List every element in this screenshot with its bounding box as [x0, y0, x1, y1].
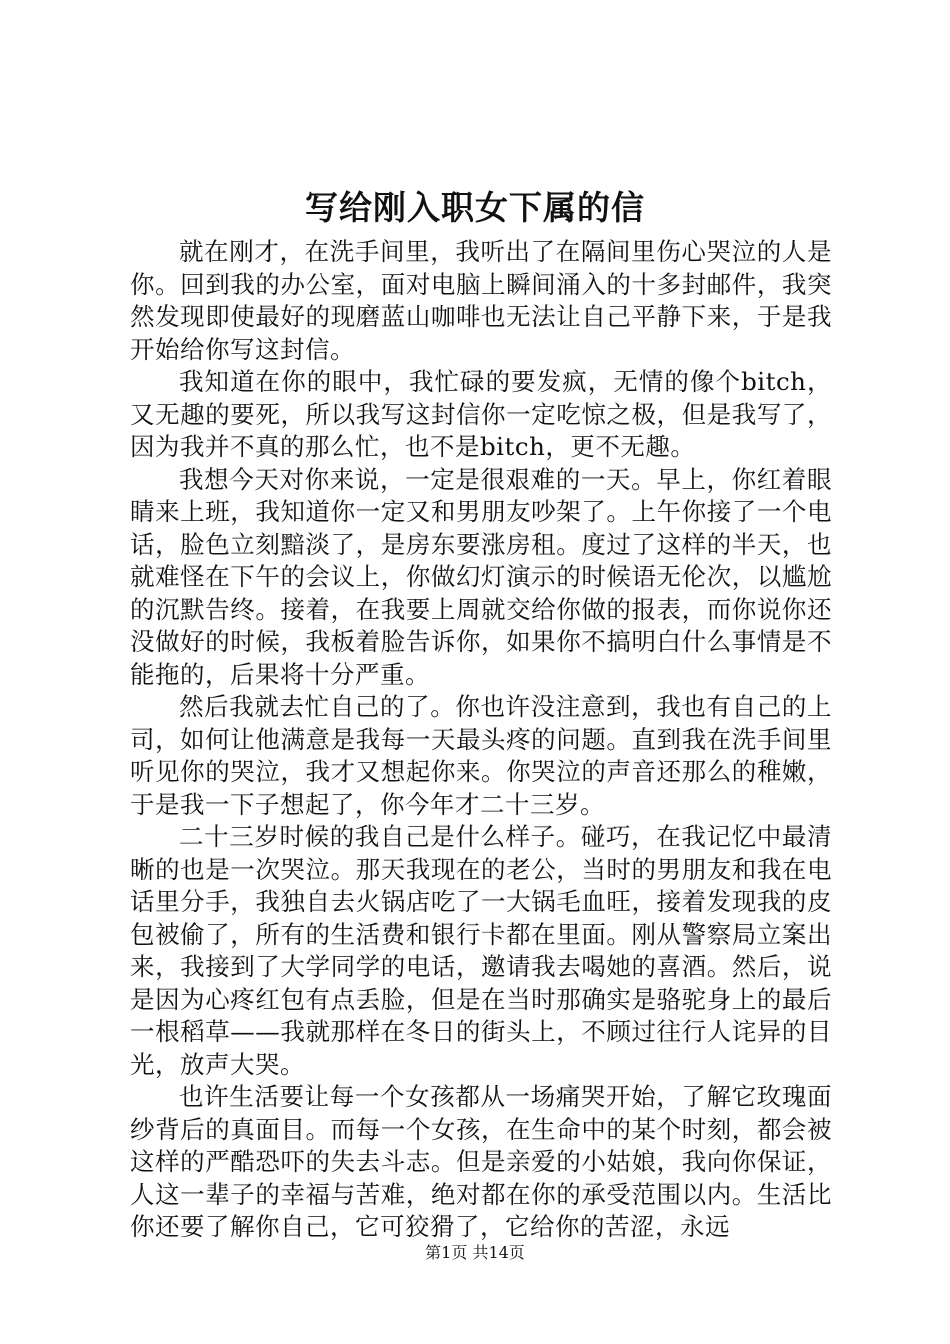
paragraph: 我知道在你的眼中，我忙碌的要发疯，无情的像个bitch，又无趣的要死，所以我写这封信你一定吃惊之极，但是我写了，因为我并不真的那么忙，也不是bitch，更不无趣。	[130, 367, 832, 461]
paragraph: 我想今天对你来说，一定是很艰难的一天。早上，你红着眼睛来上班，我知道你一定又和男朋友吵架了。上午你接了一个电话，脸色立刻黯淡了，是房东要涨房租。度过了这样的半天，也就难怪在下午的会议上，你做幻灯演示的时候语无伦次，以尴尬的沉默告终。接着，在我要上周就交给你做的报表，而你说你还没做好的时候，我板着脸告诉你，如果你不搞明白什么事情是不能拖的，后果将十分严重。	[130, 464, 832, 689]
paragraph: 然后我就去忙自己的了。你也许没注意到，我也有自己的上司，如何让他满意是我每一天最头疼的问题。直到我在洗手间里听见你的哭泣，我才又想起你来。你哭泣的声音还那么的稚嫩，于是我一下子想起了，你今年才二十三岁。	[130, 692, 832, 819]
paragraph: 就在刚才，在洗手间里，我听出了在隔间里伤心哭泣的人是你。回到我的办公室，面对电脑上瞬间涌入的十多封邮件，我突然发现即使最好的现磨蓝山咖啡也无法让自己平静下来，于是我开始给你写这封信。	[130, 237, 832, 364]
page-number-footer: 第1页 共14页	[425, 1243, 525, 1262]
document-title: 写给刚入职女下属的信	[305, 188, 645, 227]
paragraph: 也许生活要让每一个女孩都从一场痛哭开始，了解它玫瑰面纱背后的真面目。而每一个女孩，在生命中的某个时刻，都会被这样的严酷恐吓的失去斗志。但是亲爱的小姑娘，我向你保证，人这一辈子的幸福与苦难，绝对都在你的承受范围以内。生活比你还要了解你自己，它可狡猾了，它给你的苦涩，永远	[130, 1082, 832, 1241]
paragraph: 二十三岁时候的我自己是什么样子。碰巧，在我记忆中最清晰的也是一次哭泣。那天我现在的老公，当时的男朋友和我在电话里分手，我独自去火锅店吃了一大锅毛血旺，接着发现我的皮包被偷了，所有的生活费和银行卡都在里面。刚从警察局立案出来，我接到了大学同学的电话，邀请我去喝她的喜酒。然后，说是因为心疼红包有点丢脸，但是在当时那确实是骆驼身上的最后一根稻草——我就那样在冬日的街头上，不顾过往行人诧异的目光，放声大哭。	[130, 822, 832, 1079]
letter-body	[130, 236, 832, 1244]
